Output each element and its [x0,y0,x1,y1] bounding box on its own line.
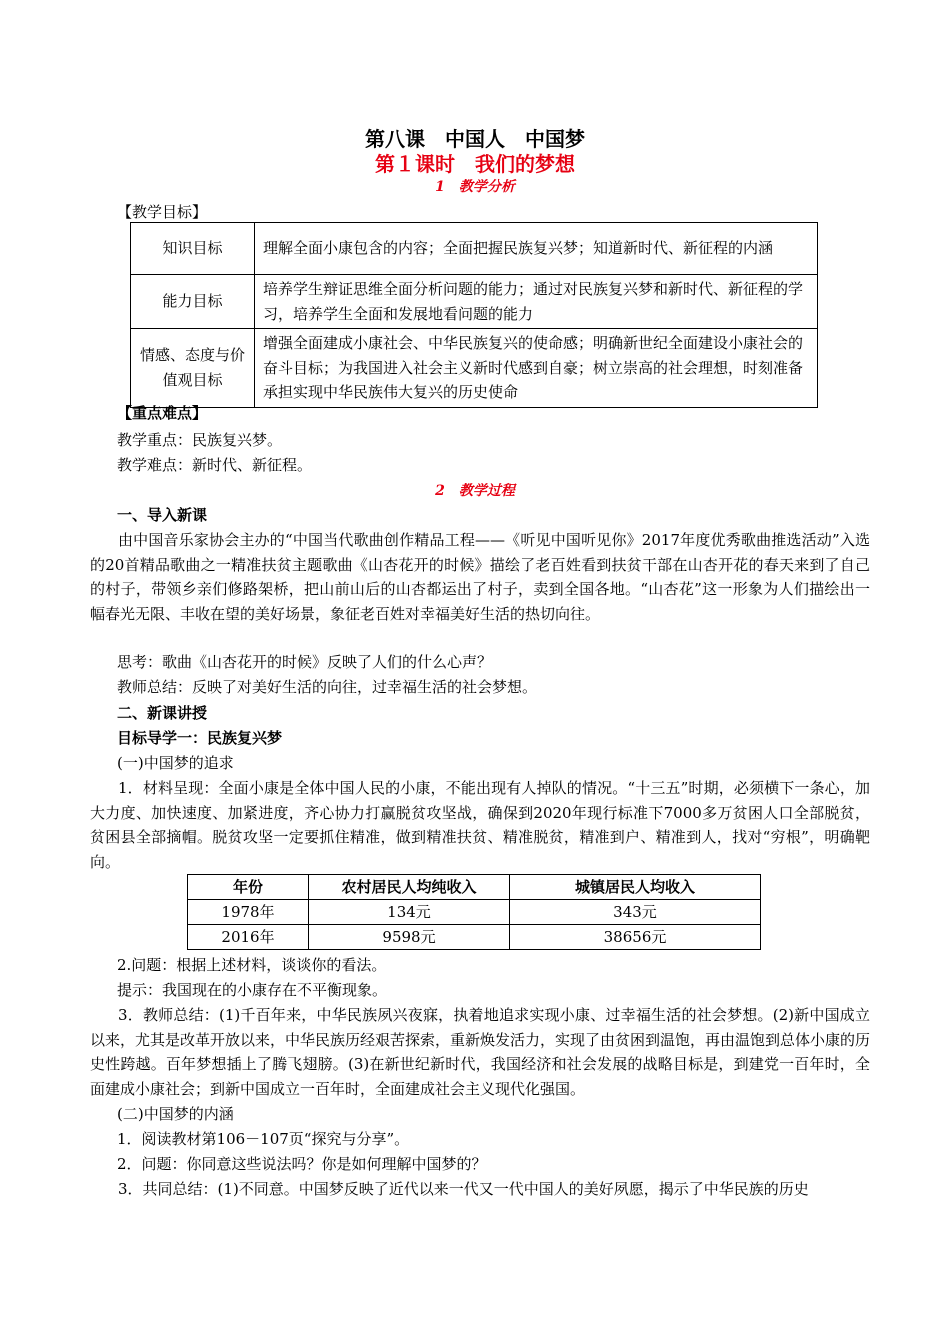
objective-label: 知识目标 [131,223,255,275]
income-table [187,874,761,950]
table-header-row [188,875,761,900]
table-row [131,275,818,329]
lesson-title: 第八课 中国人 中国梦 [365,127,585,151]
table-row [131,223,818,275]
objectives-table [130,222,818,408]
objectives-heading: 【教学目标】 [117,203,208,221]
table-row [188,900,761,925]
objective-text: 培养学生辩证思维全面分析问题的能力；通过对民族复兴梦和新时代、新征程的学习，培养学生全面和发展地看问题的能力 [255,275,818,329]
question-dream: 2．问题：你同意这些说法吗？你是如何理解中国梦的？ [117,1155,487,1173]
subsection-connotation: (二)中国梦的内涵 [117,1105,234,1123]
table-cell: 1978年 [188,900,309,925]
hint: 提示：我国现在的小康存在不平衡现象。 [117,981,388,999]
common-summary: 3．共同总结：(1)不同意。中国梦反映了近代以来一代又一代中国人的美好夙愿，揭示了中华民族的历史 [118,1180,809,1198]
new-lesson-heading: 二、新课讲授 [117,704,208,722]
table-row [131,329,818,408]
teacher-summary-2: 3．教师总结：(1)千百年来，中华民族夙兴夜寐，执着地追求实现小康、过幸福生活的社会梦想。(2)新中国成立以来，尤其是改革开放以来，中华民族历经艰苦探索，重新焕发活力，实现了由贫困到温饱，再由温饱到总体小康的历史性跨越。百年梦想插上了腾飞翅膀。(3)在新世纪新时代，我国经济和社会发展的战略目标是，到建党一百年时，全面建成小康社会；到新中国成立一百年时，全面建成社会主义现代化强国。 [90,1006,871,1098]
teaching-focus: 教学重点：民族复兴梦。 [117,431,283,449]
table-header-cell: 年份 [188,875,309,900]
read-textbook: 1．阅读教材第106－107页“探究与分享”。 [117,1130,410,1148]
objective-label: 情感、态度与价值观目标 [131,329,255,408]
think-question: 思考：歌曲《山杏花开的时候》反映了人们的什么心声？ [117,653,493,671]
keypoints-heading: 【重点难点】 [117,404,208,422]
section-teaching-process: 2 教学过程 [435,483,515,499]
subsection-pursuit: (一)中国梦的追求 [117,754,234,772]
objective-text: 增强全面建成小康社会、中华民族复兴的使命感；明确新世纪全面建设小康社会的奋斗目标；为我国进入社会主义新时代感到自豪；树立崇高的社会理想，时刻准备承担实现中华民族伟大复兴的历史使命 [255,329,818,408]
intro-paragraph: 由中国音乐家协会主办的“中国当代歌曲创作精品工程——《听见中国听见你》2017年度优秀歌曲推选活动”入选的20首精品歌曲之一精准扶贫主题歌曲《山杏花开的时候》描绘了老百姓看到扶贫干部在山杏开花的春天来到了自己的村子，带领乡亲们修路架桥，把山前山后的山杏都运出了村子，卖到全国各地。“山杏花”这一形象为人们描绘出一幅春光无限、丰收在望的美好场景，象征老百姓对幸福美好生活的热切向往。 [90,531,870,623]
table-row [188,925,761,950]
table-cell: 343元 [510,900,761,925]
teacher-summary: 教师总结：反映了对美好生活的向往，过幸福生活的社会梦想。 [117,678,538,696]
objective-label: 能力目标 [131,275,255,329]
table-cell: 134元 [309,900,510,925]
table-header-cell: 农村居民人均纯收入 [309,875,510,900]
table-cell: 2016年 [188,925,309,950]
question-2: 2.问题：根据上述材料，谈谈你的看法。 [117,956,387,974]
intro-heading: 一、导入新课 [117,506,208,524]
table-cell: 38656元 [510,925,761,950]
period-title: 第１课时 我们的梦想 [375,152,575,176]
table-header-cell: 城镇居民人均收入 [510,875,761,900]
teaching-difficulty: 教学难点：新时代、新征程。 [117,456,313,474]
objective-text: 理解全面小康包含的内容；全面把握民族复兴梦；知道新时代、新征程的内涵 [255,223,818,275]
section-teaching-analysis: 1 教学分析 [435,179,515,195]
table-cell: 9598元 [309,925,510,950]
goal-guide-1: 目标导学一：民族复兴梦 [117,729,283,747]
material-paragraph: 1．材料呈现：全面小康是全体中国人民的小康，不能出现有人掉队的情况。“十三五”时期，必须横下一条心，加大力度、加快速度、加紧进度，齐心协力打赢脱贫攻坚战，确保到2020年现行标准下7000多万贫困人口全部脱贫，贫困县全部摘帽。脱贫攻坚一定要抓住精准，做到精准扶贫、精准脱贫，精准到户、精准到人，找对“穷根”，明确靶向。 [90,779,870,871]
